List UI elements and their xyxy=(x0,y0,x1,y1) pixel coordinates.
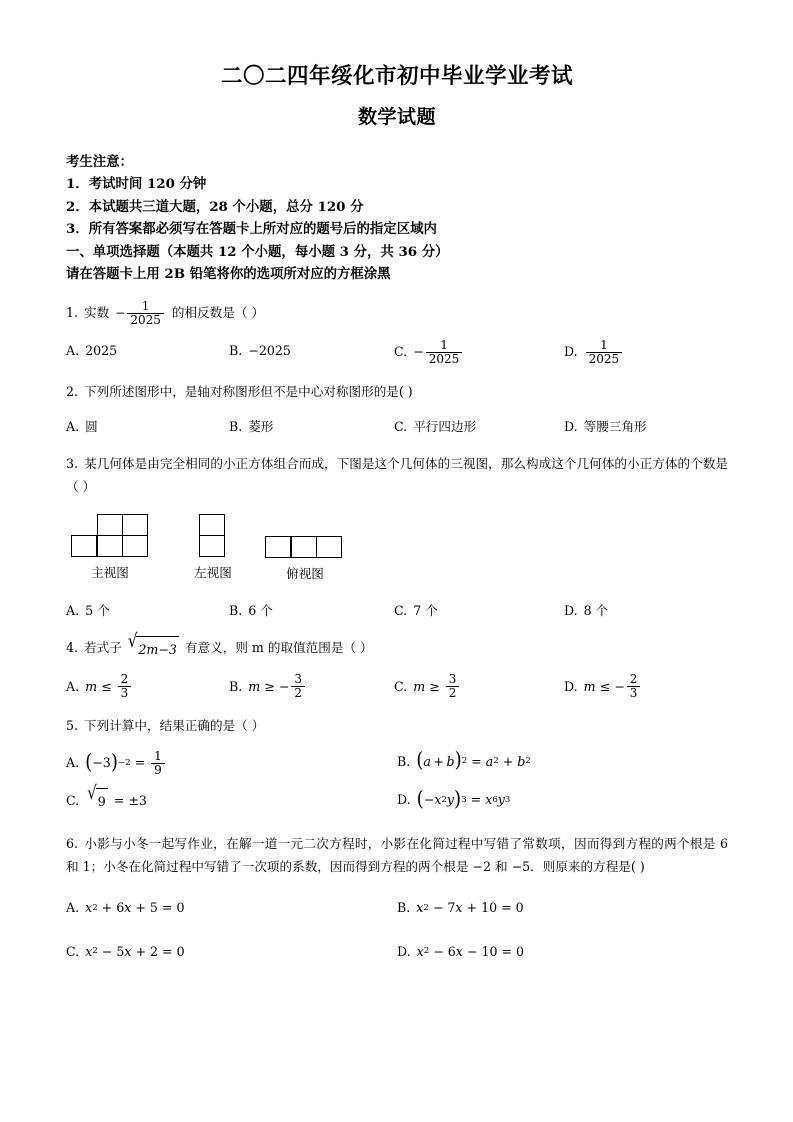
question-6 xyxy=(66,832,728,963)
option-text: 2025 xyxy=(85,342,118,358)
question-1-option-d[interactable] xyxy=(564,339,728,366)
question-2 xyxy=(66,380,728,439)
question-4-option-b[interactable] xyxy=(229,673,394,700)
question-5-number: 5. xyxy=(66,718,79,734)
frac-num: 1 xyxy=(440,337,448,352)
question-2-option-c[interactable] xyxy=(394,415,564,438)
frac-num: 2 xyxy=(120,672,129,687)
option-letter: D. xyxy=(564,679,578,695)
frac-den: 2 xyxy=(291,686,305,700)
question-3-option-d[interactable] xyxy=(564,599,728,622)
question-4-option-c[interactable] xyxy=(394,673,564,700)
option-letter: A. xyxy=(66,679,80,695)
frac-sign: − xyxy=(413,344,424,360)
question-4-option-d[interactable] xyxy=(564,673,728,700)
grid-cell xyxy=(316,536,342,558)
option-expression: x 2 + 6 x + 5 = 0 xyxy=(85,900,185,916)
option-letter: B. xyxy=(229,342,243,358)
option-letter: A. xyxy=(66,418,80,434)
option-text: 7 个 xyxy=(413,602,438,618)
paper-content xyxy=(66,62,728,963)
main-view-grid xyxy=(72,515,148,558)
option-letter: D. xyxy=(397,792,411,808)
grid-cell xyxy=(265,536,291,558)
question-5-option-a[interactable] xyxy=(66,750,397,777)
option-text xyxy=(584,339,625,366)
question-1-stem-pre: 实数 xyxy=(84,304,110,320)
option-text: 平行四边形 xyxy=(413,418,477,434)
option-text: 8 个 xyxy=(583,602,609,618)
option-letter: C. xyxy=(394,344,408,360)
q1-frac-sign: − xyxy=(115,305,126,320)
three-view-main xyxy=(72,515,148,585)
option-letter: A. xyxy=(66,900,80,916)
option-expression: ( a + b ) 2 = a 2 + b 2 xyxy=(416,748,531,773)
question-4-stem-pre: 若式子 xyxy=(84,640,122,656)
main-view-label: 主视图 xyxy=(91,565,129,581)
relation: ≤ xyxy=(101,679,112,695)
radical-symbol-icon: √ xyxy=(87,782,97,805)
question-6-options-row-2 xyxy=(66,940,728,963)
question-2-stem-text: 下列所述图形中，是轴对称图形但不是中心对称图形的是( ) xyxy=(84,383,413,399)
question-2-option-d[interactable] xyxy=(564,415,728,438)
question-4 xyxy=(66,629,728,701)
top-view-label: 俯视图 xyxy=(286,566,324,582)
option-text: 菱形 xyxy=(248,418,274,434)
question-1-stem xyxy=(66,300,728,327)
option-text xyxy=(584,673,643,700)
question-3-stem-text: 某几何体是由完全相同的小正方体组合而成，下图是这个几何体的三视图，那么构成这个几何体的小正方体的个数是（ ） xyxy=(66,456,728,495)
variable: m xyxy=(413,679,426,695)
variable: m xyxy=(248,679,261,695)
three-view-top xyxy=(266,515,344,586)
question-6-options-row-1 xyxy=(66,896,728,919)
notice-item-2: 2．本试题共三道大题，28 个小题，总分 120 分 xyxy=(66,198,364,215)
frac-den: 3 xyxy=(627,686,641,700)
section-title-multiple-choice: 一、单项选择题（本题共 12 个小题，每小题 3 分，共 36 分） xyxy=(66,243,449,260)
option-letter: A. xyxy=(66,602,80,618)
question-1-option-b[interactable] xyxy=(229,339,394,362)
question-4-option-a[interactable] xyxy=(66,673,229,700)
option-letter: D. xyxy=(397,943,411,959)
option-expression: x 2 − 6 x − 10 = 0 xyxy=(416,943,525,959)
relation: ≥ xyxy=(264,679,275,695)
section-note-pencil: 请在答题卡上用 2B 铅笔将你的选项所对应的方框涂黑 xyxy=(66,266,391,283)
frac-sign: − xyxy=(278,679,290,695)
grid-row xyxy=(72,515,148,536)
question-4-options xyxy=(66,673,728,700)
frac-num: 3 xyxy=(294,672,303,687)
option-letter: B. xyxy=(397,753,411,769)
option-letter: B. xyxy=(229,418,243,434)
option-letter: C. xyxy=(394,679,408,695)
page-title: 二〇二四年绥化市初中毕业学业考试 xyxy=(220,64,573,89)
question-5-option-d[interactable] xyxy=(397,788,728,811)
three-view-figure xyxy=(66,515,728,593)
option-letter: B. xyxy=(397,900,411,916)
question-2-stem xyxy=(66,380,728,403)
q1-frac-num: 1 xyxy=(141,298,150,313)
grid-cell xyxy=(97,514,123,536)
question-5-options-row-1 xyxy=(66,750,728,777)
question-2-option-b[interactable] xyxy=(229,415,394,438)
grid-cell xyxy=(122,514,148,536)
option-expression: ( − x 2 y ) 3 = x 6 y 3 xyxy=(416,787,511,812)
grid-cell-empty xyxy=(71,514,97,536)
question-6-option-b[interactable] xyxy=(397,896,728,919)
option-letter: A. xyxy=(66,755,80,771)
option-text: 5 个 xyxy=(85,602,110,618)
radicand: 2m−3 xyxy=(136,636,179,661)
variable: m xyxy=(85,679,98,695)
grid-row xyxy=(200,536,226,557)
question-6-option-a[interactable] xyxy=(66,896,397,919)
notice-item-1: 1．考试时间 120 分钟 xyxy=(66,176,207,193)
option-text: 圆 xyxy=(85,418,98,434)
top-view-grid xyxy=(266,537,344,558)
relation: ≥ xyxy=(429,679,440,695)
question-3-option-a[interactable] xyxy=(66,599,229,622)
option-expression: ( −3 ) −2 = $\frac{1}{9}$ xyxy=(85,750,167,777)
question-3 xyxy=(66,452,728,622)
question-3-options xyxy=(66,599,728,622)
option-letter: C. xyxy=(66,943,80,959)
question-4-stem xyxy=(66,629,728,661)
question-2-number: 2. xyxy=(66,383,79,399)
grid-cell xyxy=(199,514,225,536)
option-text xyxy=(85,673,133,700)
frac-sign: − xyxy=(614,679,625,695)
square-root-expression xyxy=(127,629,179,661)
option-letter: D. xyxy=(564,602,578,618)
question-5-option-b[interactable] xyxy=(397,750,728,773)
question-3-option-c[interactable] xyxy=(394,599,564,622)
variable: m xyxy=(583,679,596,695)
option-letter: B. xyxy=(229,602,243,618)
frac-num: 3 xyxy=(448,672,457,687)
grid-row xyxy=(72,536,148,557)
layout-spacer xyxy=(266,515,344,537)
option-letter: C. xyxy=(394,602,408,618)
grid-cell xyxy=(97,535,123,557)
frac-den: 2 xyxy=(446,686,460,700)
notice-heading: 考生注意： xyxy=(66,153,133,170)
option-expression: √ 9 = ±3 xyxy=(85,788,147,813)
grid-cell xyxy=(71,535,97,557)
option-text: −2025 xyxy=(248,342,291,358)
question-1-stem-post: 的相反数是（ ） xyxy=(171,304,265,320)
option-letter: B. xyxy=(229,679,243,695)
question-1-option-c[interactable] xyxy=(394,339,564,366)
frac-den: 2025 xyxy=(586,352,623,366)
q1-frac-den: 2025 xyxy=(127,313,164,327)
relation: ≤ xyxy=(599,679,611,695)
grid-row xyxy=(200,515,226,536)
question-4-number: 4. xyxy=(66,640,79,656)
notice-item-3: 3．所有答案都必须写在答题卡上所对应的题号后的指定区域内 xyxy=(66,221,437,238)
grid-cell xyxy=(122,535,148,557)
candidate-notice xyxy=(66,151,728,286)
question-1-number: 1. xyxy=(66,304,79,320)
frac-den: 3 xyxy=(118,686,132,700)
option-text: 6 个 xyxy=(248,602,273,618)
question-6-stem xyxy=(66,832,728,879)
frac-num: 2 xyxy=(629,672,638,687)
question-2-option-a[interactable] xyxy=(66,415,229,438)
option-text xyxy=(413,673,461,700)
page-subtitle: 数学试题 xyxy=(357,106,436,129)
option-letter: D. xyxy=(564,344,578,360)
option-letter: D. xyxy=(564,418,578,434)
question-1-fraction xyxy=(115,300,166,327)
question-6-number: 6. xyxy=(66,835,79,851)
option-letter: C. xyxy=(66,793,80,809)
question-5-options-row-2 xyxy=(66,782,728,813)
question-5 xyxy=(66,714,728,814)
question-3-option-b[interactable] xyxy=(229,599,394,622)
question-1 xyxy=(66,300,728,366)
question-5-stem xyxy=(66,714,728,737)
option-expression: x 2 − 7 x + 10 = 0 xyxy=(416,900,524,916)
grid-cell xyxy=(291,536,317,558)
option-expression: x 2 − 5 x + 2 = 0 xyxy=(85,943,185,959)
option-letter: A. xyxy=(66,342,80,358)
question-1-options xyxy=(66,339,728,366)
option-text xyxy=(248,673,307,700)
question-5-stem-text: 下列计算中，结果正确的是（ ） xyxy=(84,718,265,734)
left-view-grid xyxy=(200,515,226,558)
frac-num: 1 xyxy=(600,337,608,352)
three-view-left xyxy=(194,515,232,585)
grid-row xyxy=(266,537,344,558)
question-2-options xyxy=(66,415,728,438)
question-4-stem-post: 有意义，则 m 的取值范围是（ ） xyxy=(184,640,373,656)
question-6-option-d[interactable] xyxy=(397,940,728,963)
question-6-option-c[interactable] xyxy=(66,940,397,963)
option-text: 等腰三角形 xyxy=(583,418,647,434)
question-6-stem-text: 小影与小冬一起写作业，在解一道一元二次方程时，小影在化简过程中写错了常数项，因而得到方程的两个根是 6 和 1；小冬在化简过程中写错了一次项的系数，因而得到方程的两个根是 −2 和 −5．则原来的方程是( ) xyxy=(66,835,728,875)
left-view-label: 左视图 xyxy=(194,565,232,581)
question-5-option-c[interactable] xyxy=(66,782,397,813)
question-3-stem xyxy=(66,452,728,499)
question-1-option-a[interactable] xyxy=(66,339,229,362)
option-letter: C. xyxy=(394,418,408,434)
grid-cell xyxy=(199,535,225,557)
radical-symbol-icon: √ xyxy=(127,629,138,653)
frac-den: 2025 xyxy=(426,352,463,366)
option-text xyxy=(413,339,464,366)
question-3-number: 3. xyxy=(66,456,79,472)
